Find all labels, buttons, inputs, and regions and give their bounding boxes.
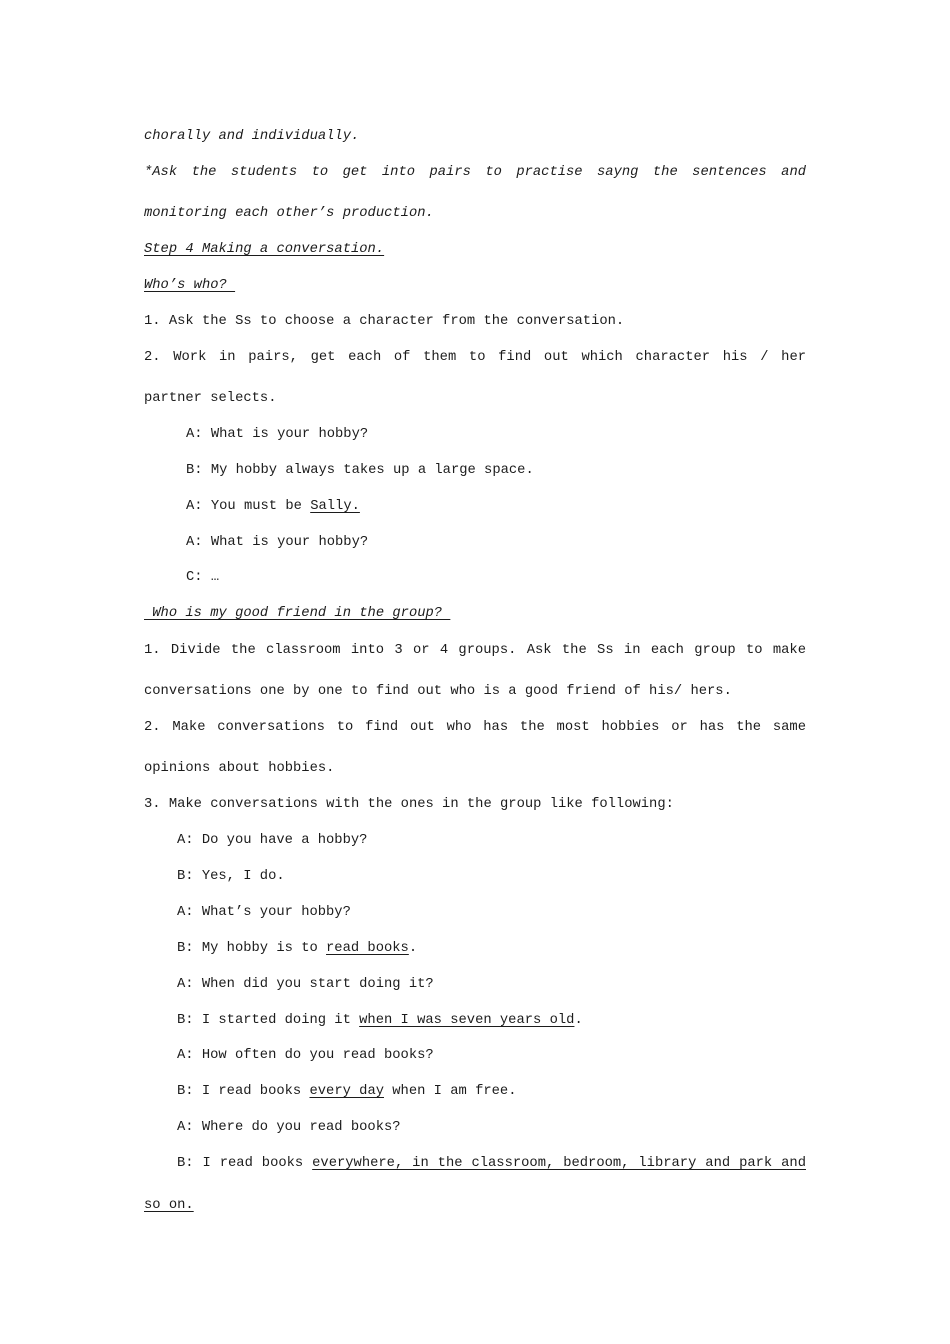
intro-line-2: *Ask the students to get into pairs to practise sayng the sentences and <box>144 165 806 180</box>
dialogue-answer-continued: so on. <box>144 1198 194 1213</box>
dialogue-suffix: when I am free. <box>384 1084 517 1099</box>
whos-who-heading: Who’s who? <box>144 278 236 293</box>
whos-who-dialogue-line: A: What is your hobby? <box>186 427 369 442</box>
whos-who-dialogue-line: A: What is your hobby? <box>186 535 369 550</box>
dialogue-suffix: . <box>574 1013 583 1028</box>
good-friend-dialogue-line: A: How often do you read books? <box>177 1048 434 1063</box>
intro-line-1: chorally and individually. <box>144 129 360 144</box>
dialogue-answer: Sally. <box>310 499 360 514</box>
dialogue-prefix: B: I read books <box>177 1156 313 1171</box>
dialogue-answer: everywhere, in the classroom, bedroom, library and park and <box>312 1156 806 1171</box>
dialogue-prefix: B: I read books <box>177 1084 310 1099</box>
good-friend-dialogue-line: A: Do you have a hobby? <box>177 833 368 848</box>
good-friend-heading: Who is my good friend in the group? <box>144 606 451 621</box>
good-friend-instruction-2-line-2: opinions about hobbies. <box>144 761 335 776</box>
dialogue-suffix: . <box>408 941 418 956</box>
good-friend-dialogue-line: B: Yes, I do. <box>177 869 285 884</box>
good-friend-dialogue-line: A: Where do you read books? <box>177 1120 401 1135</box>
dialogue-prefix: A: You must be <box>186 499 311 514</box>
good-friend-instruction-1-line-1: 1. Divide the classroom into 3 or 4 groups. Ask the Ss in each group to make <box>144 643 806 658</box>
whos-who-dialogue-line: C: … <box>186 570 220 585</box>
whos-who-instruction-2-line-1: 2. Work in pairs, get each of them to find out which character his / her <box>144 350 806 365</box>
whos-who-dialogue-line: B: My hobby always takes up a large space. <box>186 463 534 478</box>
dialogue-prefix: B: My hobby is to <box>177 941 327 956</box>
dialogue-answer: read books <box>326 941 409 956</box>
whos-who-instruction-1: 1. Ask the Ss to choose a character from the conversation. <box>144 314 625 329</box>
good-friend-instruction-1-line-2: conversations one by one to find out who is a good friend of his/ hers. <box>144 684 732 699</box>
good-friend-dialogue-line <box>144 1196 194 1216</box>
dialogue-answer: when I was seven years old <box>359 1013 575 1028</box>
good-friend-dialogue-line: A: What’s your hobby? <box>177 905 351 920</box>
good-friend-instruction-2-line-1: 2. Make conversations to find out who has the most hobbies or has the same <box>144 720 806 735</box>
whos-who-dialogue-line <box>186 497 360 517</box>
step-4-heading: Step 4 Making a conversation. <box>144 242 385 257</box>
good-friend-dialogue-line <box>177 939 417 959</box>
intro-line-3: monitoring each other’s production. <box>144 206 434 221</box>
dialogue-answer: every day <box>309 1084 384 1099</box>
good-friend-dialogue-line <box>177 1082 516 1102</box>
good-friend-dialogue-line: A: When did you start doing it? <box>177 977 434 992</box>
good-friend-dialogue-line <box>177 1011 583 1031</box>
good-friend-instruction-3: 3. Make conversations with the ones in the group like following: <box>144 797 674 812</box>
whos-who-instruction-2-line-2: partner selects. <box>144 391 277 406</box>
good-friend-dialogue-line <box>177 1154 806 1174</box>
dialogue-prefix: B: I started doing it <box>177 1013 360 1028</box>
